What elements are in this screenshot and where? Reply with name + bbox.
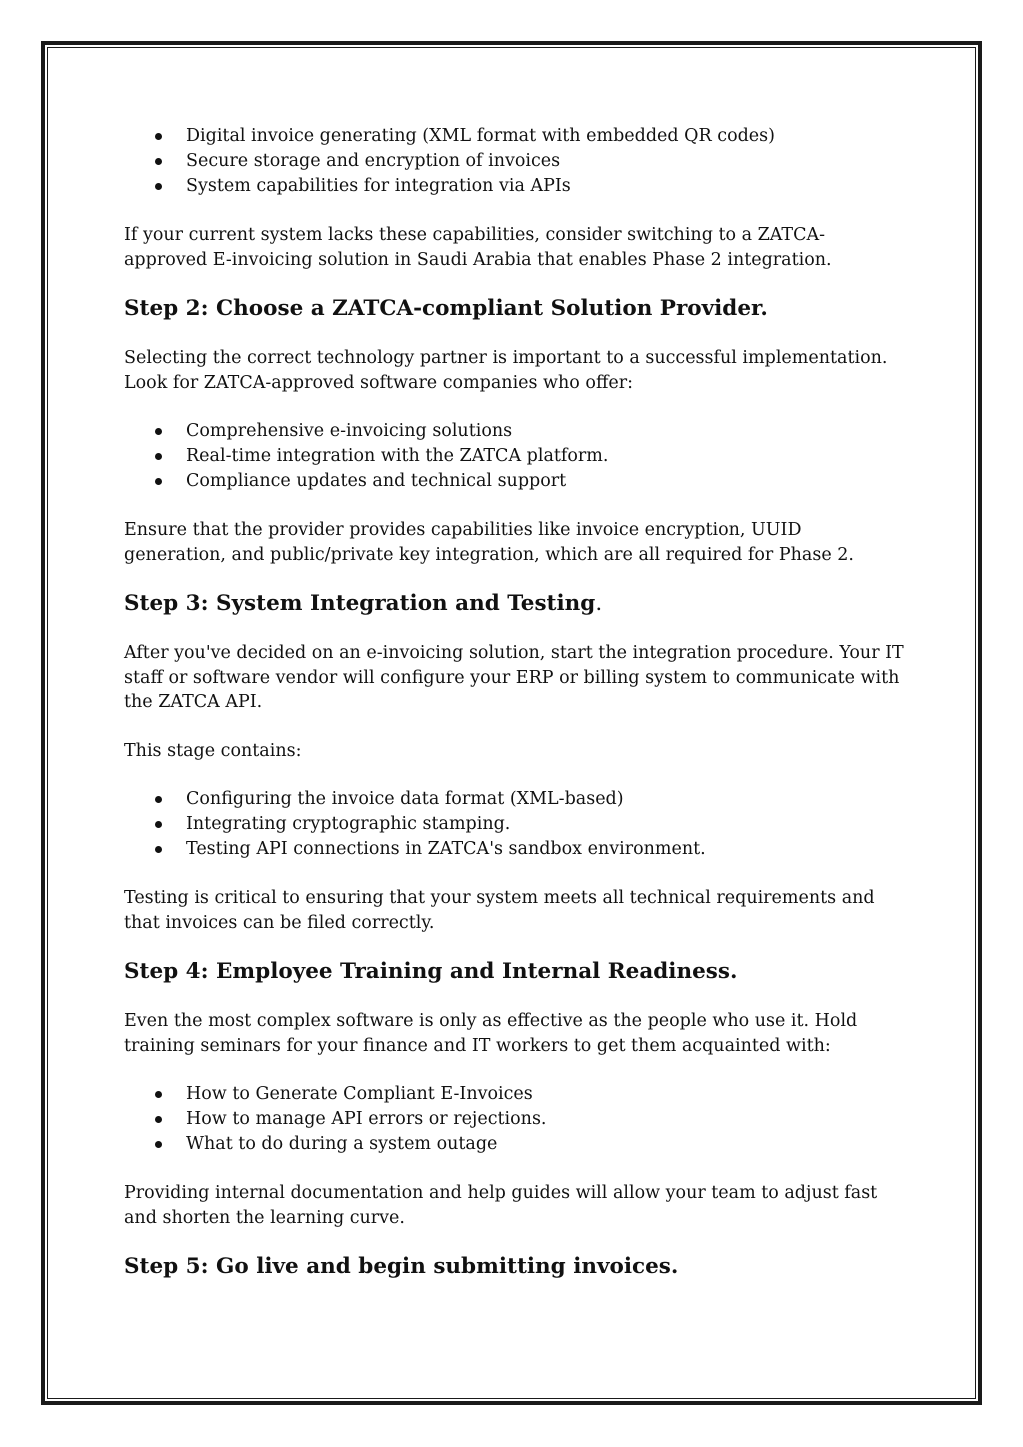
document-body: [124, 124, 904, 1282]
step4-bullet-list: [124, 1082, 904, 1157]
bullet-icon: [155, 478, 162, 485]
list-item: How to Generate Compliant E-Invoices: [186, 1082, 904, 1107]
step2-paragraph-2: Ensure that the provider provides capabilities like invoice encryption, UUID generation, and public/private key integration, which are all required for Phase 2.: [124, 520, 854, 565]
intro-bullet-list: [124, 124, 904, 199]
bullet-icon: [155, 1141, 162, 1148]
list-item: Integrating cryptographic stamping.: [186, 812, 904, 837]
step3-paragraph-3: Testing is critical to ensuring that your system meets all technical requirements and that invoices can be filed correctly.: [124, 888, 875, 933]
step5-heading: Step 5: Go live and begin submitting invoices.: [124, 1254, 679, 1279]
list-item: Testing API connections in ZATCA's sandbox environment.: [186, 837, 904, 862]
list-item: System capabilities for integration via APIs: [186, 174, 904, 199]
bullet-icon: [155, 428, 162, 435]
step4-heading: Step 4: Employee Training and Internal Readiness.: [124, 959, 738, 984]
step4-paragraph-1: Even the most complex software is only as effective as the people who use it. Hold training seminars for your finance and IT workers to get them acquainted with:: [124, 1011, 858, 1056]
list-item: Real-time integration with the ZATCA platform.: [186, 444, 904, 469]
bullet-icon: [155, 796, 162, 803]
list-item: What to do during a system outage: [186, 1132, 904, 1157]
list-item: Compliance updates and technical support: [186, 469, 904, 494]
bullet-icon: [155, 846, 162, 853]
step4-paragraph-2: Providing internal documentation and help guides will allow your team to adjust fast and shorten the learning curve.: [124, 1183, 878, 1228]
bullet-icon: [155, 133, 162, 140]
step3-paragraph-1: After you've decided on an e-invoicing solution, start the integration procedure. Your IT staff or software vendor will configure your ERP or billing system to communicate with the ZATCA API.: [124, 643, 904, 712]
bullet-icon: [155, 821, 162, 828]
list-item: How to manage API errors or rejections.: [186, 1107, 904, 1132]
step3-heading: Step 3: System Integration and Testing.: [124, 591, 603, 616]
bullet-icon: [155, 453, 162, 460]
step3-bullet-list: [124, 787, 904, 862]
step2-heading: Step 2: Choose a ZATCA-compliant Solution Provider.: [124, 296, 768, 321]
step2-paragraph-1: Selecting the correct technology partner is important to a successful implementation. Look for ZATCA-approved software companies who offer:: [124, 348, 888, 393]
list-item: Comprehensive e-invoicing solutions: [186, 419, 904, 444]
intro-paragraph: If your current system lacks these capabilities, consider switching to a ZATCA-approved E-invoicing solution in Saudi Arabia that enables Phase 2 integration.: [124, 225, 832, 270]
bullet-icon: [155, 1091, 162, 1098]
bullet-icon: [155, 183, 162, 190]
bullet-icon: [155, 1116, 162, 1123]
list-item: Secure storage and encryption of invoices: [186, 149, 904, 174]
step2-bullet-list: [124, 419, 904, 494]
list-item: Configuring the invoice data format (XML-based): [186, 787, 904, 812]
list-item: Digital invoice generating (XML format with embedded QR codes): [186, 124, 904, 149]
step3-paragraph-2: This stage contains:: [124, 740, 302, 761]
bullet-icon: [155, 158, 162, 165]
